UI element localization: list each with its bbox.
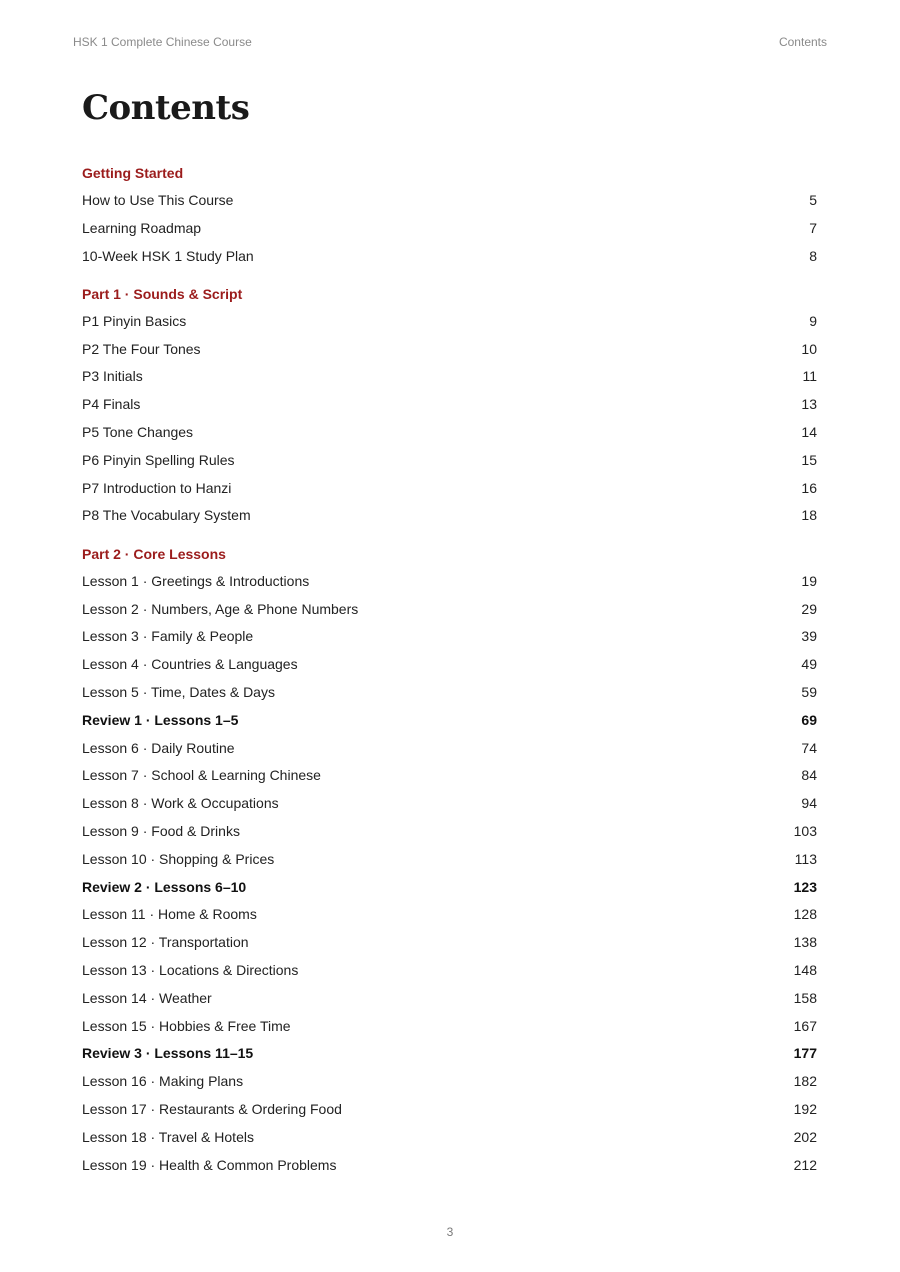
- toc-entry-label: P8 The Vocabulary System: [82, 507, 251, 524]
- toc-entry[interactable]: [82, 215, 817, 243]
- toc-entry-page-number: 74: [801, 739, 817, 756]
- toc-entry-label: Review 3 · Lessons 11–15: [82, 1045, 254, 1062]
- toc-entry-label: Lesson 19 · Health & Common Problems: [82, 1156, 337, 1173]
- toc-entry[interactable]: [82, 502, 817, 530]
- toc-entry-page-number: 39: [801, 628, 817, 645]
- toc-entry[interactable]: [82, 187, 817, 215]
- toc-entry[interactable]: [82, 735, 817, 763]
- toc-entry-label: Lesson 9 · Food & Drinks: [82, 822, 240, 839]
- toc-entry-page-number: 13: [801, 396, 817, 413]
- toc-entry-label: P2 The Four Tones: [82, 340, 201, 357]
- toc-entry[interactable]: [82, 475, 817, 503]
- toc-entry-label: Lesson 2 · Numbers, Age & Phone Numbers: [82, 600, 359, 617]
- toc-entry[interactable]: [82, 336, 817, 364]
- toc-entry[interactable]: [82, 679, 817, 707]
- toc-entry-label: P5 Tone Changes: [82, 424, 194, 441]
- running-header-course-title: HSK 1 Complete Chinese Course: [73, 35, 252, 49]
- toc-entry[interactable]: [82, 818, 817, 846]
- toc-entry-page-number: 123: [793, 878, 817, 895]
- toc-entry-page-number: 16: [801, 479, 817, 496]
- toc-entry-label: Lesson 4 · Countries & Languages: [82, 656, 298, 673]
- toc-entry[interactable]: [82, 846, 817, 874]
- running-header-section-title: Contents: [778, 35, 827, 49]
- toc-entry-label: P6 Pinyin Spelling Rules: [82, 451, 235, 468]
- toc-entry-page-number: 148: [793, 961, 817, 978]
- running-header: [73, 35, 827, 51]
- toc-entry-label: Lesson 7 · School & Learning Chinese: [82, 767, 321, 784]
- toc-entry-label: Lesson 16 · Making Plans: [82, 1073, 244, 1090]
- toc-entry[interactable]: [82, 790, 817, 818]
- toc-entry-label: P4 Finals: [82, 396, 141, 413]
- toc-entry[interactable]: [82, 308, 817, 336]
- section-heading: Getting Started: [82, 165, 184, 181]
- toc-entry-label: Learning Roadmap: [82, 219, 202, 236]
- toc-entry-page-number: 5: [809, 192, 817, 208]
- toc-entry[interactable]: [82, 1124, 817, 1152]
- page-title: Contents: [82, 88, 250, 128]
- toc-entry[interactable]: [82, 243, 817, 271]
- toc-entry[interactable]: [82, 651, 817, 679]
- toc-entry-label: Lesson 10 · Shopping & Prices: [82, 850, 275, 867]
- toc-entry-label: Lesson 6 · Daily Routine: [82, 739, 235, 756]
- toc-entry[interactable]: [82, 929, 817, 957]
- toc-entry[interactable]: [82, 762, 817, 790]
- toc-entry-label: Lesson 12 · Transportation: [82, 934, 249, 951]
- toc-review-entry[interactable]: [82, 707, 817, 735]
- toc-entry-page-number: 94: [801, 795, 817, 812]
- toc-entry[interactable]: [82, 1068, 817, 1096]
- toc-entry[interactable]: [82, 419, 817, 447]
- toc-entry-page-number: 19: [801, 572, 817, 589]
- toc-entry-label: Lesson 1 · Greetings & Introductions: [82, 572, 310, 589]
- toc-entry-page-number: 29: [801, 600, 817, 617]
- section-heading: Part 2 · Core Lessons: [82, 545, 226, 562]
- toc-review-entry[interactable]: [82, 874, 817, 902]
- toc-entry-page-number: 84: [801, 767, 817, 784]
- toc-entry[interactable]: [82, 391, 817, 419]
- toc-entry[interactable]: [82, 901, 817, 929]
- toc-entry[interactable]: [82, 623, 817, 651]
- toc-entry-label: Lesson 8 · Work & Occupations: [82, 795, 279, 812]
- toc-entry-page-number: 49: [801, 656, 817, 673]
- toc-review-entry[interactable]: [82, 1040, 817, 1068]
- toc-entry-label: Review 2 · Lessons 6–10: [82, 878, 247, 895]
- toc-entry-label: Lesson 14 · Weather: [82, 989, 212, 1006]
- toc-entry-label: P3 Initials: [82, 368, 143, 385]
- toc-entry-label: Lesson 18 · Travel & Hotels: [82, 1128, 254, 1145]
- toc-entry-page-number: 8: [809, 247, 817, 264]
- toc-entry[interactable]: [82, 1096, 817, 1124]
- toc-entry-label: Lesson 15 · Hobbies & Free Time: [82, 1017, 291, 1034]
- toc-entry-page-number: 128: [793, 906, 817, 923]
- toc-entry-page-number: 202: [793, 1128, 817, 1145]
- toc-entry-page-number: 177: [793, 1045, 817, 1062]
- toc-section: [82, 540, 817, 1180]
- toc-entry-page-number: 7: [809, 219, 817, 236]
- toc-entry-label: P7 Introduction to Hanzi: [82, 479, 232, 496]
- toc-entry[interactable]: [82, 985, 817, 1013]
- toc-entry-page-number: 138: [793, 934, 817, 951]
- toc-entry-page-number: 212: [793, 1156, 817, 1173]
- toc-entry-label: Lesson 17 · Restaurants & Ordering Food: [82, 1100, 342, 1117]
- toc-entry-label: Lesson 13 · Locations & Directions: [82, 961, 299, 978]
- toc-entry-page-number: 14: [801, 424, 817, 441]
- toc-entry-page-number: 192: [793, 1100, 817, 1117]
- page-number: 3: [446, 1225, 454, 1239]
- toc-entry-page-number: 59: [801, 683, 817, 700]
- toc-entry-label: 10-Week HSK 1 Study Plan: [82, 247, 254, 264]
- toc-entry-page-number: 10: [801, 340, 817, 357]
- table-of-contents: [82, 159, 817, 1179]
- toc-entry[interactable]: [82, 1152, 817, 1180]
- section-heading: Part 1 · Sounds & Script: [82, 285, 243, 302]
- toc-entry-page-number: 11: [802, 368, 817, 385]
- toc-entry-label: How to Use This Course: [82, 192, 234, 208]
- toc-entry[interactable]: [82, 596, 817, 624]
- toc-entry-page-number: 167: [793, 1017, 817, 1034]
- toc-section: [82, 159, 817, 270]
- toc-entry[interactable]: [82, 957, 817, 985]
- toc-entry-label: Lesson 11 · Home & Rooms: [82, 906, 257, 923]
- toc-entry-page-number: 69: [801, 711, 817, 728]
- toc-entry-page-number: 9: [809, 312, 817, 329]
- toc-entry-page-number: 113: [794, 850, 817, 867]
- toc-entry-label: Lesson 3 · Family & People: [82, 628, 254, 645]
- toc-entry[interactable]: [82, 1013, 817, 1041]
- toc-entry-page-number: 158: [793, 989, 817, 1006]
- toc-entry-label: Lesson 5 · Time, Dates & Days: [82, 683, 275, 700]
- toc-entry-page-number: 103: [793, 822, 817, 839]
- toc-entry[interactable]: [82, 447, 817, 475]
- toc-entry[interactable]: [82, 568, 817, 596]
- toc-section: [82, 280, 817, 530]
- toc-entry-page-number: 18: [801, 507, 817, 524]
- toc-entry-label: P1 Pinyin Basics: [82, 312, 187, 329]
- toc-entry-page-number: 15: [801, 451, 817, 468]
- toc-entry-label: Review 1 · Lessons 1–5: [82, 711, 239, 728]
- toc-entry[interactable]: [82, 363, 817, 391]
- toc-entry-page-number: 182: [793, 1073, 817, 1090]
